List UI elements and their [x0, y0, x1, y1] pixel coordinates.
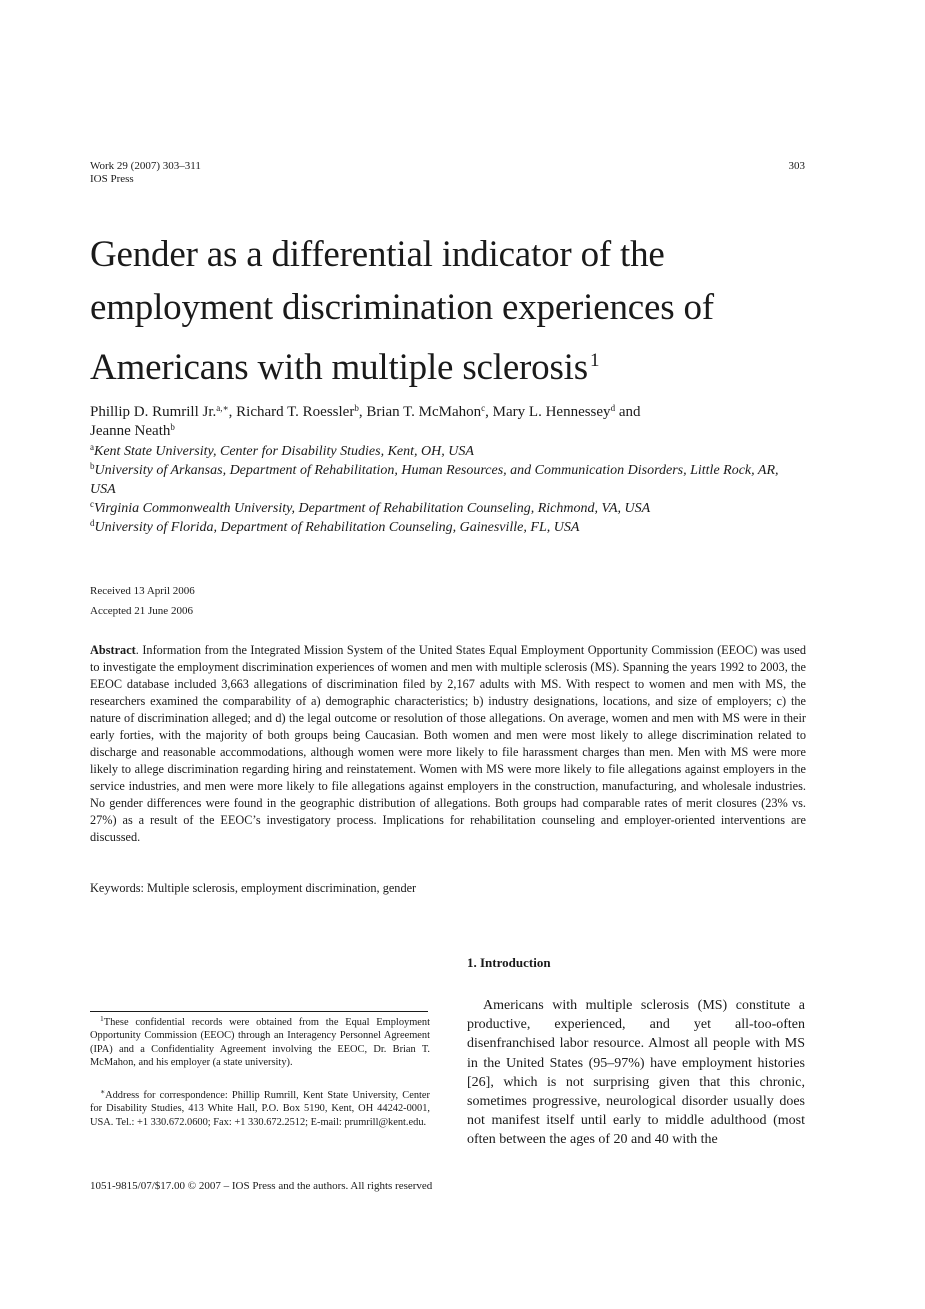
- author: [236, 404, 366, 420]
- affiliation-text: Kent State University, Center for Disability Studies, Kent, OH, USA: [94, 444, 474, 459]
- author-name: Mary L. Hennessey: [492, 404, 611, 420]
- affiliation-mark: a: [90, 442, 94, 452]
- affiliation-mark: d: [90, 518, 95, 528]
- affiliation: [90, 518, 830, 537]
- footnote-mark: ∗: [100, 1087, 106, 1096]
- affiliation: [90, 499, 830, 518]
- footnote: [90, 1089, 430, 1129]
- author-affil-mark: c: [481, 403, 486, 413]
- author-name: Brian T. McMahon: [366, 404, 482, 420]
- author-name: Richard T. Roessler: [236, 404, 355, 420]
- affiliation: [90, 442, 830, 461]
- author-sep: ,: [228, 404, 237, 420]
- keywords: Keywords: Multiple sclerosis, employment discrimination, gender: [90, 881, 417, 895]
- footnote-text: Address for correspondence: Phillip Rumrill, Kent State University, Center for Disability Studies, 413 White Hall, P.O. Box 5190, Kent, OH 44242-0001, USA. Tel.: +1 330.672.0600; Fax: +1 330.672.2512; E-mail: prumrill@kent.edu.: [90, 1090, 430, 1128]
- received-date: Received 13 April 2006: [90, 585, 195, 597]
- journal-citation: Work 29 (2007) 303–311: [90, 160, 201, 172]
- author: [90, 404, 236, 420]
- affiliation-text: University of Florida, Department of Rehabilitation Counseling, Gainesville, FL, USA: [94, 520, 580, 535]
- title-line-3: Americans with multiple sclerosis: [90, 347, 588, 388]
- affiliation-mark: c: [90, 499, 94, 509]
- author: [90, 423, 175, 439]
- section-heading: 1. Introduction: [467, 955, 551, 970]
- author-name: Phillip D. Rumrill Jr.: [90, 404, 217, 420]
- author: [493, 404, 641, 420]
- author: [366, 404, 492, 420]
- affiliation: [90, 461, 805, 499]
- title-line-2: employment discrimination experiences of: [90, 287, 714, 328]
- footnote: [90, 1016, 430, 1070]
- title-line-1: Gender as a differential indicator of the: [90, 234, 665, 275]
- abstract: [90, 642, 806, 846]
- author-list: [90, 403, 810, 441]
- author-affil-mark: b: [170, 422, 175, 432]
- publisher: IOS Press: [90, 173, 134, 185]
- footnote-mark: 1: [100, 1014, 104, 1023]
- running-header: [90, 160, 201, 186]
- footnote-rule: [90, 1011, 428, 1012]
- footnote-text: These confidential records were obtained from the Equal Employment Opportunity Commission (EEOC) through an Interagency Personnel Agreement (IPA) and a Confidentiality Agreement involving the EEOC, Dr. Brian T. McMahon, and his employer (a state university).: [90, 1017, 430, 1069]
- paper-title: [90, 228, 850, 394]
- accepted-date: Accepted 21 June 2006: [90, 605, 193, 617]
- author-sep: and: [615, 404, 641, 420]
- author-affil-mark: b: [354, 403, 359, 413]
- author-sep: ,: [485, 404, 493, 420]
- author-sep: ,: [358, 404, 367, 420]
- affiliation-text: Virginia Commonwealth University, Department of Rehabilitation Counseling, Richmond, VA, USA: [94, 501, 651, 516]
- copyright-footer: 1051-9815/07/$17.00 © 2007 – IOS Press and the authors. All rights reserved: [90, 1180, 433, 1192]
- author-affil-mark: d: [610, 403, 616, 413]
- title-footnote-mark: 1: [589, 350, 600, 371]
- intro-paragraph: Americans with multiple sclerosis (MS) constitute a productive, experienced, and yet all-too-often disenfranchised labor resource. Almost all people with MS in the United States (95–97%) have employment histories [26], which is not surprising given that this chronic, sometimes progressive, neurological disorder usually does not manifest itself until early to middle adulthood (most often between the ages of 20 and 40 with the: [467, 998, 805, 1148]
- title-line-3-wrap: [90, 334, 850, 394]
- affiliation-text: University of Arkansas, Department of Rehabilitation, Human Resources, and Communication Disorders, Little Rock, AR, USA: [90, 463, 779, 497]
- abstract-text: . Information from the Integrated Mission System of the United States Equal Employment Opportunity Commission (EEOC) was used to investigate the employment discrimination experiences of women and men with multiple sclerosis (MS). Spanning the years 1992 to 2003, the EEOC database included 3,663 allegations of discrimination filed by 2,167 adults with MS. With respect to women and men with MS, the researchers examined the comparability of a) demographic characteristics; b) industry designations, locations, and size of employers; c) the nature of discrimination alleged; and d) the legal outcome or resolution of those allegations. On average, women and men with MS were in their early forties, with the majority of both groups being Caucasian. Both women and men were most likely to allege discrimination related to discharge and reasonable accommodations, although women were more likely to file harassment charges than men. Men with MS were more likely to allege discrimination regarding hiring and reinstatement. Women with MS were more likely to file allegations against employers in the service industries, and men were more likely to file allegations against employers in the construction, manufacturing, and wholesale industries. No gender differences were found in the geographic distribution of allegations. Both groups had comparable rates of merit closures (23% vs. 27%) as a result of the EEOC’s investigatory process. Implications for rehabilitation counseling and employer-oriented interventions are discussed.: [90, 643, 806, 844]
- abstract-label: Abstract: [90, 643, 136, 657]
- affiliation-mark: b: [90, 461, 95, 471]
- page-number: 303: [788, 160, 805, 172]
- author-affil-mark: a,∗: [216, 403, 229, 413]
- author-name: Jeanne Neath: [90, 423, 171, 439]
